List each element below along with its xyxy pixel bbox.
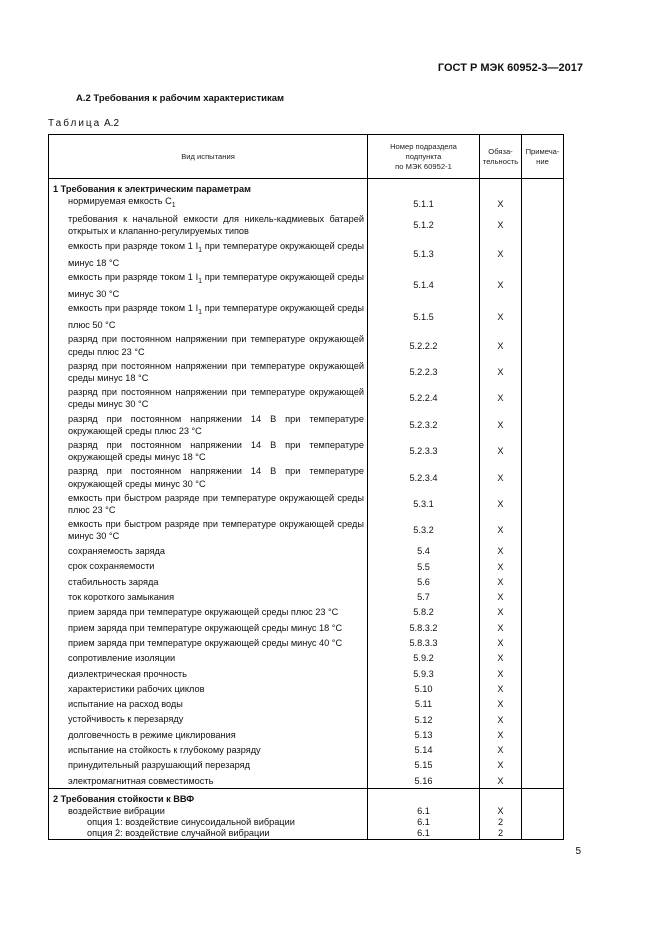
test-name xyxy=(49,464,368,490)
subsection-number: 5.2.3.2 xyxy=(368,412,480,438)
requirements-table xyxy=(48,134,564,840)
mandatory-mark: X xyxy=(480,332,522,358)
mandatory-mark: X xyxy=(480,559,522,574)
test-name xyxy=(49,195,368,212)
note-cell xyxy=(522,359,564,385)
mandatory-mark: X xyxy=(480,635,522,650)
empty-cell xyxy=(480,789,522,806)
empty-cell xyxy=(368,179,480,196)
table-row xyxy=(49,270,564,301)
subsection-number: 5.6 xyxy=(368,574,480,589)
empty-cell xyxy=(522,789,564,806)
note-cell xyxy=(522,195,564,212)
subsection-number: 6.1 xyxy=(368,806,480,817)
note-cell xyxy=(522,438,564,464)
table-row xyxy=(49,727,564,742)
subsection-number: 5.8.3.3 xyxy=(368,635,480,650)
test-name xyxy=(49,635,368,650)
test-name-text: разряд при постоянном напряжении 14 В при температуре окружающей среды минус 18 °С xyxy=(68,439,364,463)
subsection-number: 5.9.3 xyxy=(368,666,480,681)
mandatory-mark: X xyxy=(480,806,522,817)
mandatory-mark: X xyxy=(480,727,522,742)
note-cell xyxy=(522,651,564,666)
table-row xyxy=(49,605,564,620)
table-row xyxy=(49,574,564,589)
test-name xyxy=(49,212,368,238)
test-name-text: электромагнитная совместимость xyxy=(68,775,214,786)
table-row xyxy=(49,806,564,817)
note-cell xyxy=(522,727,564,742)
note-cell xyxy=(522,817,564,828)
table-row xyxy=(49,681,564,696)
note-cell xyxy=(522,412,564,438)
test-name-text: разряд при постоянном напряжении 14 В при температуре окружающей среды плюс 23 °С xyxy=(68,413,364,436)
test-name-text: ток короткого замыкания xyxy=(68,592,175,603)
mandatory-mark: X xyxy=(480,758,522,773)
mandatory-mark: 2 xyxy=(480,817,522,828)
test-name-text: долговечность в режиме циклирования xyxy=(68,729,236,740)
test-name-tail: при температуре окружающей среды минус 30 °С xyxy=(68,271,364,299)
test-name xyxy=(49,359,368,385)
table-row xyxy=(49,559,564,574)
mandatory-mark: X xyxy=(480,712,522,727)
subsection-number: 5.9.2 xyxy=(368,651,480,666)
table-row xyxy=(49,385,564,411)
empty-cell xyxy=(480,179,522,196)
subsection-number: 5.3.2 xyxy=(368,517,480,543)
test-name xyxy=(49,270,368,301)
subsection-number: 5.2.2.4 xyxy=(368,385,480,411)
table-row xyxy=(49,491,564,517)
note-cell xyxy=(522,806,564,817)
test-name-text: разряд при постоянном напряжении при температуре окружающей среды плюс 23 °С xyxy=(68,334,364,357)
table-row xyxy=(49,817,564,828)
mandatory-mark: X xyxy=(480,681,522,696)
mandatory-mark: X xyxy=(480,239,522,270)
table-row xyxy=(49,212,564,238)
subsection-number: 5.10 xyxy=(368,681,480,696)
note-cell xyxy=(522,239,564,270)
note-cell xyxy=(522,666,564,681)
subsection-number: 5.8.2 xyxy=(368,605,480,620)
subsection-number: 5.12 xyxy=(368,712,480,727)
document-header: ГОСТ Р МЭК 60952-3—2017 xyxy=(437,62,583,74)
note-cell xyxy=(522,742,564,757)
mandatory-mark: X xyxy=(480,574,522,589)
test-name xyxy=(49,742,368,757)
table-row xyxy=(49,697,564,712)
table-header-row xyxy=(49,135,564,179)
table-row xyxy=(49,828,564,840)
test-name-text: разряд при постоянном напряжении при температуре окружающей среды минус 18 °С xyxy=(68,360,364,383)
mandatory-mark: X xyxy=(480,697,522,712)
note-cell xyxy=(522,559,564,574)
note-cell xyxy=(522,828,564,840)
note-cell xyxy=(522,574,564,589)
mandatory-mark: X xyxy=(480,359,522,385)
mandatory-mark: X xyxy=(480,666,522,681)
subsection-number: 5.4 xyxy=(368,544,480,559)
mandatory-mark: X xyxy=(480,491,522,517)
table-row xyxy=(49,195,564,212)
test-name xyxy=(49,605,368,620)
note-cell xyxy=(522,270,564,301)
table-row xyxy=(49,464,564,490)
note-cell xyxy=(522,589,564,604)
test-name xyxy=(49,332,368,358)
test-name-text: опция 1: воздействие синусоидальной вибрации xyxy=(87,816,295,827)
table-row xyxy=(49,332,564,358)
test-name-text: прием заряда при температуре окружающей среды плюс 23 °С xyxy=(68,607,339,618)
test-name xyxy=(49,385,368,411)
test-name xyxy=(49,239,368,270)
note-cell xyxy=(522,681,564,696)
note-cell xyxy=(522,605,564,620)
test-name-text: стабильность заряда xyxy=(68,576,159,587)
note-cell xyxy=(522,758,564,773)
mandatory-mark: X xyxy=(480,301,522,332)
subsection-number: 5.11 xyxy=(368,697,480,712)
test-name xyxy=(49,559,368,574)
test-name-text: емкость при быстром разряде при температуре окружающей среды минус 30 °С xyxy=(68,519,364,542)
test-name-text: емкость при разряде током 1 I xyxy=(68,271,199,282)
table-row xyxy=(49,742,564,757)
test-name xyxy=(49,666,368,681)
note-cell xyxy=(522,385,564,411)
note-cell xyxy=(522,544,564,559)
subscript: 1 xyxy=(198,308,203,316)
group-heading: 2 Требования стойкости к ВВФ xyxy=(49,789,368,806)
table-row xyxy=(49,412,564,438)
table-row xyxy=(49,438,564,464)
section-title: А.2 Требования к рабочим характеристикам xyxy=(76,93,285,104)
col-header-test-type: Вид испытания xyxy=(49,135,368,179)
test-name xyxy=(49,806,368,817)
test-name-text: емкость при быстром разряде при температуре окружающей среды плюс 23 °С xyxy=(68,492,364,515)
subsection-number: 5.3.1 xyxy=(368,491,480,517)
subsection-number: 5.15 xyxy=(368,758,480,773)
note-cell xyxy=(522,491,564,517)
test-name xyxy=(49,828,368,840)
test-name-text: устойчивость к перезаряду xyxy=(68,714,184,725)
test-name xyxy=(49,651,368,666)
col-header-note: Примеча- ние xyxy=(522,135,564,179)
table-row xyxy=(49,544,564,559)
table-label-word: Таблица xyxy=(48,118,102,129)
subsection-number: 5.2.3.4 xyxy=(368,464,480,490)
group-heading: 1 Требования к электрическим параметрам xyxy=(49,179,368,196)
test-name-text: емкость при разряде током 1 I xyxy=(68,303,199,314)
test-name xyxy=(49,412,368,438)
subsection-number: 6.1 xyxy=(368,828,480,840)
note-cell xyxy=(522,464,564,490)
empty-cell xyxy=(522,179,564,196)
table-label-number: А.2 xyxy=(104,118,120,129)
mandatory-mark: X xyxy=(480,412,522,438)
subscript: 1 xyxy=(198,246,203,254)
note-cell xyxy=(522,635,564,650)
table-row xyxy=(49,620,564,635)
test-name-text: сохраняемость заряда xyxy=(68,546,166,557)
test-name xyxy=(49,758,368,773)
mandatory-mark: X xyxy=(480,544,522,559)
note-cell xyxy=(522,301,564,332)
mandatory-mark: X xyxy=(480,195,522,212)
page-number: 5 xyxy=(575,846,581,857)
mandatory-mark: X xyxy=(480,651,522,666)
table-row xyxy=(49,758,564,773)
subsection-number: 5.1.4 xyxy=(368,270,480,301)
note-cell xyxy=(522,773,564,789)
test-name-text: опция 2: воздействие случайной вибрации xyxy=(87,827,270,838)
col-header-mandatory: Обяза- тельность xyxy=(480,135,522,179)
mandatory-mark: X xyxy=(480,517,522,543)
mandatory-mark: X xyxy=(480,589,522,604)
test-name xyxy=(49,589,368,604)
subscript: 1 xyxy=(171,202,176,210)
note-cell xyxy=(522,517,564,543)
table-row xyxy=(49,301,564,332)
table-row xyxy=(49,517,564,543)
subsection-number: 5.1.5 xyxy=(368,301,480,332)
test-name-text: сопротивление изоляции xyxy=(68,653,176,664)
test-name xyxy=(49,697,368,712)
test-name xyxy=(49,517,368,543)
test-name-text: емкость при разряде током 1 I xyxy=(68,240,199,251)
subsection-number: 5.16 xyxy=(368,773,480,789)
note-cell xyxy=(522,212,564,238)
table-row xyxy=(49,666,564,681)
table-row xyxy=(49,239,564,270)
subsection-number: 5.2.2.3 xyxy=(368,359,480,385)
subsection-number: 5.1.2 xyxy=(368,212,480,238)
mandatory-mark: X xyxy=(480,464,522,490)
table-row xyxy=(49,589,564,604)
col-header-subsection: Номер подраздела подпункта по МЭК 60952-1 xyxy=(368,135,480,179)
test-name xyxy=(49,681,368,696)
subsection-number: 5.1.3 xyxy=(368,239,480,270)
group-heading-row xyxy=(49,179,564,196)
mandatory-mark: X xyxy=(480,773,522,789)
note-cell xyxy=(522,712,564,727)
subsection-number: 5.7 xyxy=(368,589,480,604)
subsection-number: 5.5 xyxy=(368,559,480,574)
mandatory-mark: X xyxy=(480,385,522,411)
test-name-text: характеристики рабочих циклов xyxy=(68,683,205,694)
test-name xyxy=(49,712,368,727)
subsection-number: 5.14 xyxy=(368,742,480,757)
test-name-tail: при температуре окружающей среды минус 18 °С xyxy=(68,240,364,268)
note-cell xyxy=(522,620,564,635)
test-name xyxy=(49,491,368,517)
mandatory-mark: X xyxy=(480,605,522,620)
group-heading-row xyxy=(49,789,564,806)
test-name xyxy=(49,817,368,828)
mandatory-mark: X xyxy=(480,212,522,238)
subsection-number: 5.13 xyxy=(368,727,480,742)
note-cell xyxy=(522,697,564,712)
test-name-text: срок сохраняемости xyxy=(68,561,155,572)
table-label xyxy=(48,118,119,129)
subscript: 1 xyxy=(198,277,203,285)
mandatory-mark: X xyxy=(480,438,522,464)
test-name-text: испытание на расход воды xyxy=(68,699,183,710)
test-name xyxy=(49,727,368,742)
table-row xyxy=(49,773,564,789)
test-name xyxy=(49,620,368,635)
subsection-number: 5.2.3.3 xyxy=(368,438,480,464)
test-name-text: разряд при постоянном напряжении при температуре окружающей среды минус 30 °С xyxy=(68,387,364,410)
note-cell xyxy=(522,332,564,358)
subsection-number: 5.1.1 xyxy=(368,195,480,212)
table-row xyxy=(49,712,564,727)
empty-cell xyxy=(368,789,480,806)
test-name xyxy=(49,301,368,332)
test-name xyxy=(49,544,368,559)
test-name xyxy=(49,438,368,464)
mandatory-mark: X xyxy=(480,742,522,757)
subsection-number: 6.1 xyxy=(368,817,480,828)
test-name-text: требования к начальной емкости для никель-кадмиевых батарей открытых и клапанно-регулируемых типов xyxy=(68,214,364,237)
test-name-text: воздействие вибрации xyxy=(68,805,165,816)
test-name-text: прием заряда при температуре окружающей среды минус 18 °С xyxy=(68,622,343,633)
test-name-text: прием заряда при температуре окружающей среды минус 40 °С xyxy=(68,637,343,648)
mandatory-mark: X xyxy=(480,620,522,635)
test-name-tail: при температуре окружающей среды плюс 50 °С xyxy=(68,303,364,331)
mandatory-mark: 2 xyxy=(480,828,522,840)
table-body xyxy=(49,179,564,840)
test-name-text: нормируемая емкость C xyxy=(68,196,172,207)
subsection-number: 5.2.2.2 xyxy=(368,332,480,358)
table-row xyxy=(49,635,564,650)
test-name-text: испытание на стойкость к глубокому разряду xyxy=(68,745,261,755)
test-name-text: принудительный разрушающий перезаряд xyxy=(68,760,250,771)
table-row xyxy=(49,651,564,666)
test-name-text: диэлектрическая прочность xyxy=(68,668,187,679)
mandatory-mark: X xyxy=(480,270,522,301)
subsection-number: 5.8.3.2 xyxy=(368,620,480,635)
test-name xyxy=(49,574,368,589)
test-name-text: разряд при постоянном напряжении 14 В при температуре окружающей среды минус 30 °С xyxy=(68,466,364,489)
test-name xyxy=(49,773,368,789)
table-row xyxy=(49,359,564,385)
